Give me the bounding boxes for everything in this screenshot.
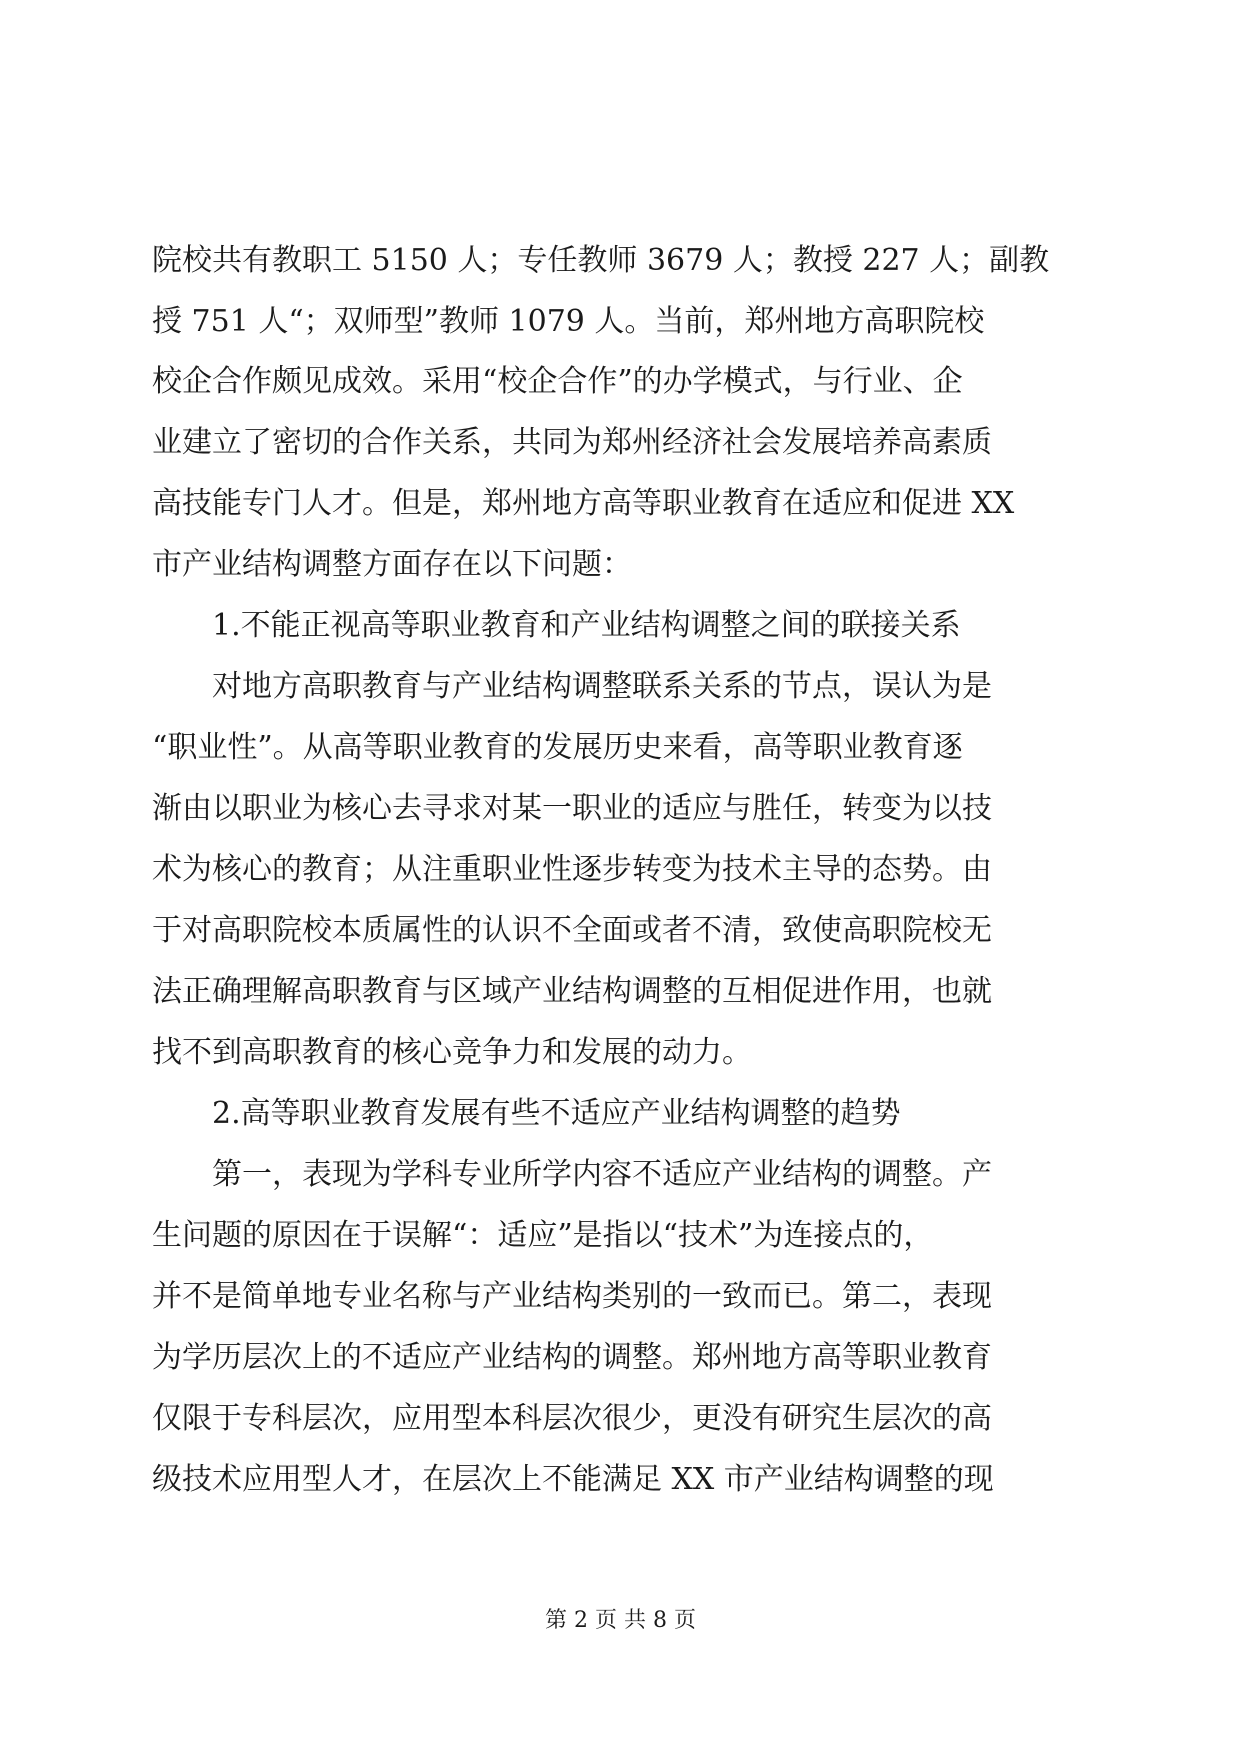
page-footer: 第 2 页 共 8 页 <box>545 1608 696 1633</box>
text-line-8: 对地方高职教育与产业结构调整联系关系的节点，误认为是 <box>212 669 992 704</box>
text-line-16: 第一，表现为学科专业所学内容不适应产业结构的调整。产 <box>212 1157 992 1192</box>
text-line-21: 级技术应用型人才，在层次上不能满足 XX 市产业结构调整的现 <box>152 1462 994 1497</box>
text-line-2: 授 751 人“；双师型”教师 1079 人。当前，郑州地方高职院校 <box>152 304 985 339</box>
text-line-9: “职业性”。从高等职业教育的发展历史来看，高等职业教育逐 <box>152 730 963 765</box>
section-heading-1: 1.不能正视高等职业教育和产业结构调整之间的联接关系 <box>212 608 961 643</box>
text-line-4: 业建立了密切的合作关系，共同为郑州经济社会发展培养高素质 <box>152 425 992 460</box>
text-line-5: 高技能专门人才。但是，郑州地方高等职业教育在适应和促进 XX <box>152 486 1015 521</box>
text-line-13: 法正确理解高职教育与区域产业结构调整的互相促进作用，也就 <box>152 974 992 1009</box>
text-line-10: 渐由以职业为核心去寻求对某一职业的适应与胜任，转变为以技 <box>152 791 992 826</box>
section-heading-2: 2.高等职业教育发展有些不适应产业结构调整的趋势 <box>212 1096 901 1131</box>
text-line-18: 并不是简单地专业名称与产业结构类别的一致而已。第二，表现 <box>152 1279 992 1314</box>
text-line-11: 术为核心的教育；从注重职业性逐步转变为技术主导的态势。由 <box>152 852 992 887</box>
text-line-3: 校企合作颇见成效。采用“校企合作”的办学模式，与行业、企 <box>152 364 963 399</box>
text-line-6: 市产业结构调整方面存在以下问题： <box>152 547 632 582</box>
text-line-1: 院校共有教职工 5150 人；专任教师 3679 人；教授 227 人；副教 <box>152 243 1050 278</box>
text-line-14: 找不到高职教育的核心竞争力和发展的动力。 <box>152 1035 752 1070</box>
text-line-19: 为学历层次上的不适应产业结构的调整。郑州地方高等职业教育 <box>152 1340 992 1375</box>
text-line-17: 生问题的原因在于误解“：适应”是指以“技术”为连接点的， <box>152 1218 934 1253</box>
text-line-20: 仅限于专科层次，应用型本科层次很少，更没有研究生层次的高 <box>152 1401 992 1436</box>
text-line-12: 于对高职院校本质属性的认识不全面或者不清，致使高职院校无 <box>152 913 992 948</box>
